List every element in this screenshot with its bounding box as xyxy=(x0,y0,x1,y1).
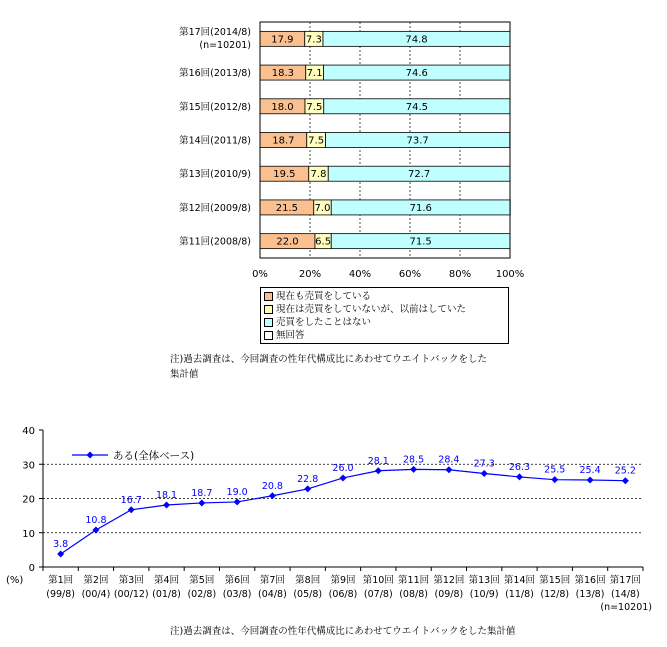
line-data-label: 25.5 xyxy=(544,464,566,476)
line-point-marker xyxy=(92,527,99,534)
line-x-category-sublabel: (01/8) xyxy=(152,589,181,600)
line-x-category-sublabel: (04/8) xyxy=(258,589,287,600)
bar-category-label: 第13回(2010/9) xyxy=(179,169,251,181)
line-x-category-sublabel: (14/8) xyxy=(610,589,640,600)
legend-label: 現在は売買をしていないが、以前はしていた xyxy=(276,304,467,315)
line-point-marker xyxy=(551,476,558,483)
legend-label: 現在も売買をしている xyxy=(276,291,372,302)
line-data-label: 27.3 xyxy=(473,458,495,470)
line-data-label: 18.1 xyxy=(155,490,178,502)
legend-swatch-current xyxy=(264,292,273,301)
line-data-label: 10.8 xyxy=(85,515,107,527)
line-x-category-label: 第2回 xyxy=(83,575,109,586)
line-y-tick-label: 0 xyxy=(28,563,35,574)
legend-swatch-previous xyxy=(264,305,273,314)
bar-data-label: 6.5 xyxy=(315,236,332,248)
line-point-marker xyxy=(340,474,347,481)
line-point-marker xyxy=(163,502,170,509)
line-y-axis-label: (%) xyxy=(6,575,24,586)
line-x-category-label: 第8回 xyxy=(295,575,321,586)
bar-data-label: 17.9 xyxy=(271,34,294,46)
legend-item xyxy=(264,329,508,342)
line-y-tick-label: 20 xyxy=(22,494,35,506)
line-x-category-sublabel: (09/8) xyxy=(434,589,464,600)
bar-x-tick-label: 60% xyxy=(398,269,422,280)
bar-category-label: 第12回(2009/8) xyxy=(179,202,251,214)
line-x-category-sublabel: (00/4) xyxy=(81,589,111,600)
bar-x-tick-label: 0% xyxy=(252,269,268,280)
line-data-label: 22.8 xyxy=(297,473,319,485)
bar-category-label: 第15回(2012/8) xyxy=(179,101,251,113)
line-x-category-sublabel: (07/8) xyxy=(363,589,393,600)
line-data-label: 28.1 xyxy=(367,455,389,467)
line-point-marker xyxy=(57,550,64,557)
legend-item xyxy=(264,290,508,303)
bar-category-label: 第14回(2011/8) xyxy=(179,135,251,147)
line-point-marker xyxy=(587,477,594,484)
bottom-note: 注)過去調査は、今回調査の性年代構成比にあわせてウエイトバックをした集計値 xyxy=(170,626,516,637)
legend-item xyxy=(264,303,508,316)
line-data-label: 26.3 xyxy=(508,461,531,473)
line-legend-marker xyxy=(87,452,94,459)
bar-category-label: 第16回(2013/8) xyxy=(179,68,251,80)
line-data-label: 3.8 xyxy=(53,538,69,550)
line-x-category-sublabel: (13/8) xyxy=(575,589,605,600)
bar-data-label: 71.5 xyxy=(409,236,432,248)
line-x-category-label: 第14回 xyxy=(503,575,536,586)
line-chart xyxy=(6,426,652,613)
line-x-category-sublabel: (03/8) xyxy=(222,589,252,600)
line-x-category-label: 第15回 xyxy=(539,575,571,586)
bar-data-label: 21.5 xyxy=(275,202,299,214)
bar-data-label: 18.3 xyxy=(271,68,295,80)
line-point-marker xyxy=(269,492,276,499)
line-data-label: 28.5 xyxy=(403,454,425,466)
bar-x-tick-label: 40% xyxy=(348,269,372,280)
line-point-marker xyxy=(198,499,205,506)
line-x-category-sublabel: (06/8) xyxy=(328,589,358,600)
line-point-marker xyxy=(304,485,311,492)
line-x-category-label: 第16回 xyxy=(574,575,606,586)
top-note-line-1: 注)過去調査は、今回調査の性年代構成比にあわせてウエイトバックをした xyxy=(170,354,488,365)
bar-data-label: 7.0 xyxy=(314,202,331,214)
line-x-category-sublabel: (05/8) xyxy=(293,589,323,600)
bar-data-label: 7.1 xyxy=(306,68,323,80)
legend-item xyxy=(264,316,508,329)
line-series-path xyxy=(61,469,626,554)
line-point-marker xyxy=(128,506,135,513)
bar-category-label: 第11回(2008/8) xyxy=(179,236,251,248)
bar-category-sublabel: (n=10201) xyxy=(199,39,251,51)
line-x-category-sublabel: (11/8) xyxy=(505,589,534,600)
line-x-category-label: 第9回 xyxy=(330,575,356,586)
line-x-category-sublabel: (99/8) xyxy=(46,589,76,600)
line-n-label: (n=10201) xyxy=(600,602,652,613)
bar-data-label: 74.5 xyxy=(405,101,429,113)
line-point-marker xyxy=(234,498,241,505)
line-point-marker xyxy=(622,477,629,484)
legend-label: 無回答 xyxy=(276,330,305,341)
line-x-category-label: 第6回 xyxy=(224,575,250,586)
line-x-category-label: 第4回 xyxy=(154,575,180,586)
line-data-label: 25.2 xyxy=(614,465,636,477)
line-x-category-label: 第11回 xyxy=(398,575,430,586)
bar-data-label: 18.7 xyxy=(272,135,295,147)
line-point-marker xyxy=(481,470,488,477)
bar-data-label: 72.7 xyxy=(407,169,431,181)
bar-data-label: 7.5 xyxy=(308,135,325,147)
bar-x-tick-label: 100% xyxy=(495,269,525,280)
legend-swatch-no-answer xyxy=(264,331,273,340)
line-data-label: 16.7 xyxy=(120,494,142,506)
top-note-line-2: 集計値 xyxy=(170,369,199,380)
bar-data-label: 74.6 xyxy=(405,68,428,80)
stacked-bar-chart xyxy=(179,22,524,280)
line-x-category-sublabel: (12/8) xyxy=(540,589,570,600)
line-x-category-label: 第10回 xyxy=(362,575,394,586)
line-data-label: 18.7 xyxy=(191,487,213,499)
bar-category-label: 第17回(2014/8) xyxy=(179,26,251,38)
line-x-category-label: 第17回 xyxy=(609,575,641,586)
bar-data-label: 7.8 xyxy=(310,169,327,181)
bar-data-label: 7.3 xyxy=(305,34,322,46)
legend-swatch-never xyxy=(264,318,273,327)
legend-label: 売買をしたことはない xyxy=(276,317,372,328)
line-y-tick-label: 30 xyxy=(22,460,35,472)
line-x-category-label: 第3回 xyxy=(118,575,144,586)
line-x-category-label: 第7回 xyxy=(259,575,285,586)
bar-data-label: 22.0 xyxy=(276,236,299,248)
line-point-marker xyxy=(375,467,382,474)
line-x-category-sublabel: (00/12) xyxy=(113,589,149,600)
line-x-category-sublabel: (10/9) xyxy=(469,589,499,600)
line-data-label: 20.8 xyxy=(261,480,283,492)
bar-x-tick-label: 80% xyxy=(448,269,472,280)
line-y-tick-label: 40 xyxy=(22,426,35,437)
line-x-category-label: 第5回 xyxy=(189,575,215,586)
line-legend-label: ある(全体ベース) xyxy=(113,450,195,462)
line-x-category-sublabel: (02/8) xyxy=(187,589,217,600)
line-point-marker xyxy=(445,466,452,473)
bar-data-label: 73.7 xyxy=(406,135,429,147)
bar-data-label: 18.0 xyxy=(271,101,294,113)
line-x-category-label: 第12回 xyxy=(433,575,465,586)
line-data-label: 25.4 xyxy=(579,465,601,477)
bar-data-label: 71.6 xyxy=(409,202,432,214)
bar-data-label: 19.5 xyxy=(273,169,296,181)
line-x-category-label: 第13回 xyxy=(468,575,500,586)
line-x-category-sublabel: (08/8) xyxy=(399,589,428,600)
bar-chart-legend xyxy=(260,287,509,344)
line-point-marker xyxy=(516,473,523,480)
line-data-label: 28.4 xyxy=(438,454,460,466)
line-x-category-label: 第1回 xyxy=(48,575,74,586)
bar-data-label: 7.5 xyxy=(306,101,323,113)
bar-data-label: 74.8 xyxy=(405,34,428,46)
line-data-label: 26.0 xyxy=(332,462,354,474)
bar-x-tick-label: 20% xyxy=(298,269,322,280)
line-y-tick-label: 10 xyxy=(22,528,35,540)
line-point-marker xyxy=(410,466,417,473)
line-data-label: 19.0 xyxy=(226,486,248,498)
